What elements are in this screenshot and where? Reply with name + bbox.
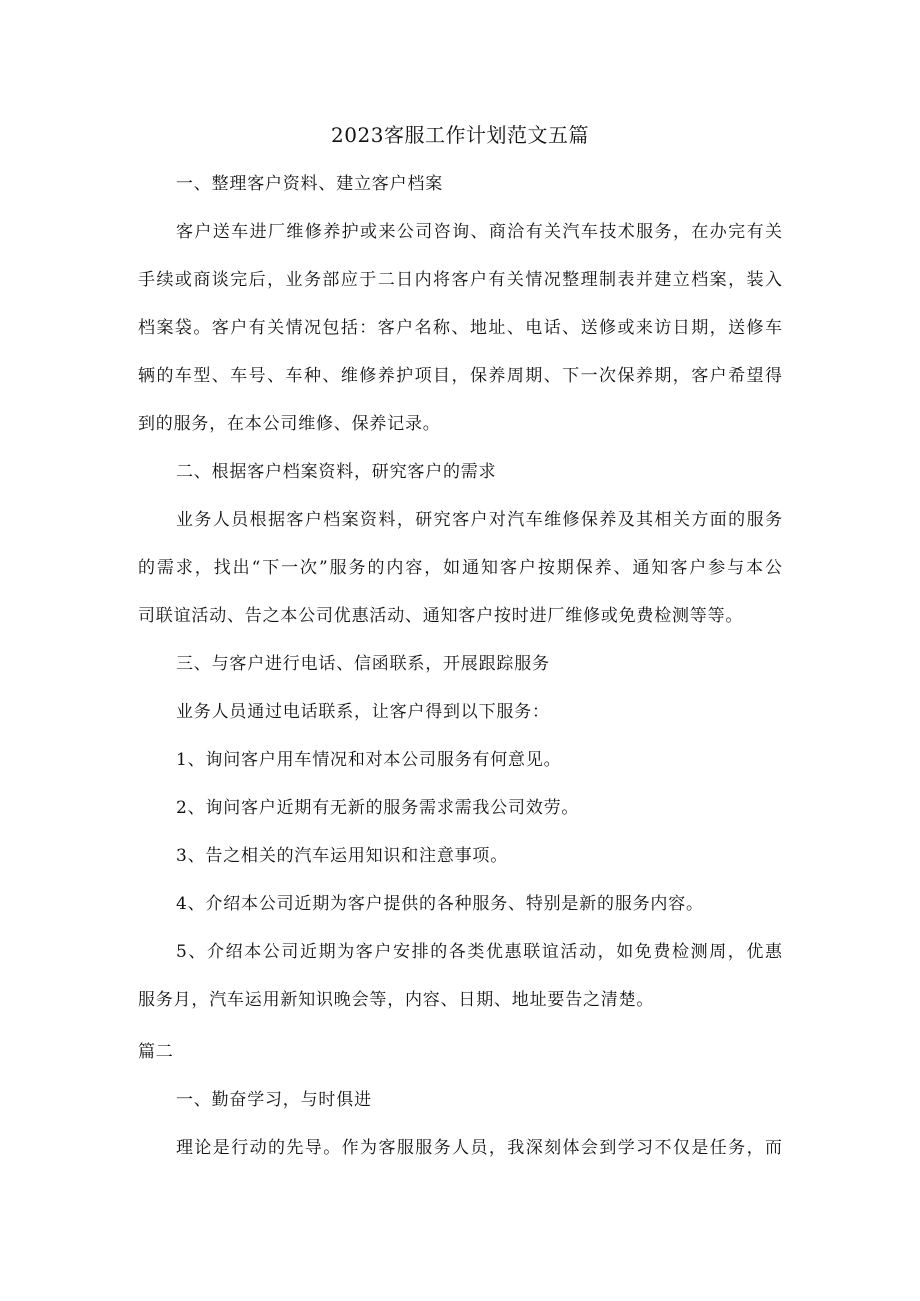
paragraph-line: 司联谊活动、告之本公司优惠活动、通知客户按时进厂维修或免费检测等等。 xyxy=(138,606,744,626)
paragraph-line: 手续或商谈完后，业务部应于二日内将客户有关情况整理制表并建立档案，装入 xyxy=(138,270,782,290)
section-heading-3: 三、与客户进行电话、信函联系，开展跟踪服务 xyxy=(176,654,550,674)
paragraph-line: 业务人员通过电话联系，让客户得到以下服务： xyxy=(176,702,550,722)
list-item: 2、询问客户近期有无新的服务需求需我公司效劳。 xyxy=(176,798,580,818)
paragraph-line: 辆的车型、车号、车种、维修养护项目，保养周期、下一次保养期，客户希望得 xyxy=(138,366,782,386)
section-heading-1: 一、整理客户资料、建立客户档案 xyxy=(176,174,443,194)
paragraph-line: 客户送车进厂维修养护或来公司咨询、商洽有关汽车技术服务，在办完有关 xyxy=(176,222,782,242)
list-item-continuation: 服务月，汽车运用新知识晚会等，内容、日期、地址要告之清楚。 xyxy=(138,990,655,1010)
paragraph-line: 理论是行动的先导。作为客服服务人员，我深刻体会到学习不仅是任务，而 xyxy=(176,1138,782,1158)
list-item: 1、询问客户用车情况和对本公司服务有何意见。 xyxy=(176,750,562,770)
paragraph-line: 的需求，找出“下一次”服务的内容，如通知客户按期保养、通知客户参与本公 xyxy=(138,558,782,578)
paragraph-line: 业务人员根据客户档案资料，研究客户对汽车维修保养及其相关方面的服务 xyxy=(176,510,782,530)
section-heading-4: 一、勤奋学习，与时俱进 xyxy=(176,1090,372,1110)
part-heading: 篇二 xyxy=(138,1042,174,1062)
paragraph-line: 到的服务，在本公司维修、保养记录。 xyxy=(138,414,441,434)
section-heading-2: 二、根据客户档案资料，研究客户的需求 xyxy=(176,462,497,482)
document-title: 2023客服工作计划范文五篇 xyxy=(331,123,589,147)
paragraph-line: 档案袋。客户有关情况包括：客户名称、地址、电话、送修或来访日期，送修车 xyxy=(138,318,782,338)
list-item: 3、告之相关的汽车运用知识和注意事项。 xyxy=(176,846,509,866)
list-item: 5、介绍本公司近期为客户安排的各类优惠联谊活动，如免费检测周，优惠 xyxy=(176,942,782,962)
list-item: 4、介绍本公司近期为客户提供的各种服务、特别是新的服务内容。 xyxy=(176,894,704,914)
